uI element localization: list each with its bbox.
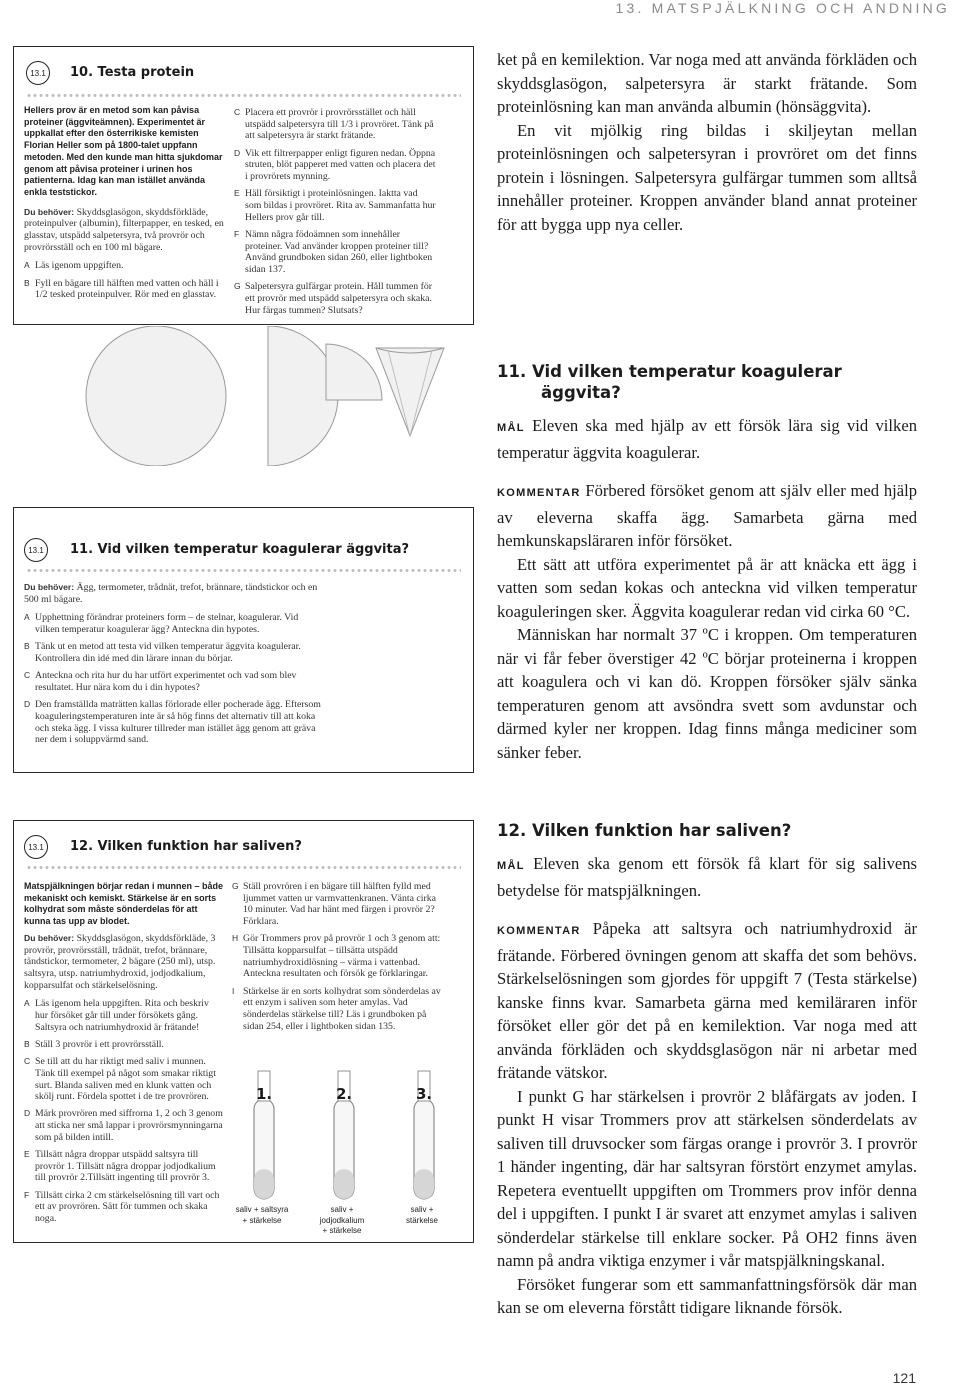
step-list [24, 260, 228, 301]
step-text: Tillsätt några droppar utspädd saltsyra till provrör 1. Tillsätt några droppar jodjodkalium till provrör 2.Tillsätt ingenting till provrör 3. [35, 1149, 216, 1184]
step-text: Märk provrören med siffrorna 1, 2 och 3 genom att sticka ner små lappar i provrörsmynningarna som på bilden intill. [35, 1108, 223, 1143]
exercise-box-10 [13, 46, 474, 325]
filter-paper-figure [80, 326, 460, 466]
step-text: Anteckna och rita hur du har utfört experimentet och vad som blev resultatet. Hur nära kom du i din hypotes? [35, 670, 297, 693]
step-letter: E [234, 188, 240, 199]
step-item [232, 986, 442, 1033]
step-text: Vik ett filtrerpapper enligt figuren nedan. Öppna struten, blöt papperet med vatten och placera det i provrörets mynning. [245, 147, 436, 183]
step-text: Den framställda maträtten kallas förlorade eller pocherade ägg. Eftersom koaguleringstemperaturen inte är så hög finns det alternativ till att koka och steka ägg. I vissa kulturer tillreder man istället ägg genom att gräva ner dem i soluppvärmd sand. [35, 699, 321, 746]
box1-right-column [234, 107, 436, 322]
step-text: Upphettning förändrar proteiners form – de stelnar, koagulerar. Vid vilken temperatur koagulerar ägg? Anteckna din hypotes. [35, 612, 299, 636]
teacher-notes-exercise-11 [497, 361, 917, 764]
dotted-divider [26, 865, 461, 870]
step-letter: C [234, 107, 241, 117]
materials-text: Du behöver: Ägg, termometer, trådnät, trefot, brännare, tändstickor och en 500 ml bägare. [24, 582, 318, 605]
exercise-title: 11. Vid vilken temperatur koagulerar äggvita? [70, 542, 410, 557]
step-item [24, 278, 228, 301]
paragraph: I punkt G har stärkelsen i provrör 2 blåfärgats av joden. I punkt H visar Trommers prov att stärkelsen sönderdelats av saliven till druvsocker som färgas orange i provrör 3. I provrör 1 händer ingenting, där har saltsyran förstört enzymet amylas. Repetera eventuellt uppgiften om Trommers prov inför denna del i uppgiften. I punkt I är svaret att enzymet amylas i saliven sönderdelar stärkelse till enklare socker. På OH2 finns även namn på andra viktiga enzymer i vår matspjälkningskanal. [497, 1086, 917, 1270]
step-item [24, 1149, 224, 1184]
step-item [234, 229, 436, 276]
step-text: Se till att du har riktigt med saliv i munnen. Tänk till exempel på något som smakar riktigt surt. Blanda saliven med en klunk vatten och skölj runt. Fördela spottet i de tre provrören. [35, 1056, 216, 1103]
exercise-badge: 13.1 [24, 538, 48, 562]
teacher-notes-exercise-12 [497, 820, 917, 1320]
step-letter: A [24, 260, 30, 271]
step-list [232, 881, 442, 1032]
step-item [234, 188, 436, 223]
step-letter: B [24, 641, 30, 652]
paragraph: Människan har normalt 37 ºC i kroppen. Om temperaturen när vi får feber överstiger 42 ºC börjar proteinerna i kroppen att koagulera och vi kan dö. Kroppen försöker själv sänka temperaturen genom att avsöndra svett som avdunstar och därmed kyler ner kroppen. Idag finns många mediciner som sänker feber. [497, 625, 917, 762]
chapter-header: 13. MATSPJÄLKNING OCH ANDNING [615, 0, 950, 16]
step-letter: G [232, 881, 239, 891]
paragraph: En vit mjölkig ring bildas i skiljeytan mellan proteinlösningen och salpetersyran i provröret om det finns protein i lösningen. Salpetersyra gulfärgar tummen som alltså innehåller proteiner. Kroppen använder bland annat proteiner för att bygga upp nya celler. [497, 120, 917, 234]
step-letter: E [24, 1149, 30, 1160]
step-item [24, 260, 228, 272]
step-text: Häll försiktigt i proteinlösningen. Iaktta vad som bildas i provröret. Rita av. Sammanfatta hur Hellers prov går till. [245, 188, 436, 223]
step-item [234, 281, 436, 316]
step-text: Salpetersyra gulfärgar protein. Håll tummen för ett provrör med utspädd salpetersyra och skaka. Hur färgas tummen? Slutsats? [245, 281, 432, 316]
step-item [232, 933, 442, 980]
step-letter: F [24, 1189, 30, 1200]
step-letter: F [234, 228, 240, 239]
exercise-title: 10. Testa protein [70, 65, 195, 80]
tube-number: 2. [336, 1085, 353, 1103]
step-letter: B [24, 1038, 30, 1049]
step-text: Ställ 3 provrör i ett provrörsställ. [35, 1038, 164, 1050]
step-letter: D [24, 699, 31, 710]
step-letter: D [24, 1108, 31, 1119]
step-list [24, 998, 224, 1224]
exercise-box-11 [13, 507, 474, 773]
step-letter: H [232, 933, 239, 944]
exercise-badge: 13.1 [26, 61, 50, 85]
paragraph: ket på en kemilektion. Var noga med att använda förkläden och skyddsglasögon, salpetersyra är starkt frätande. Som proteinlösning kan man använda albumin (hönsäggvita). [497, 50, 917, 116]
step-text: Ställ provrören i en bägare till hälften fylld med ljummet vatten ur varmvattenkranen. Vänta cirka 10 minuter. Vad har hänt med färgen i provrör 2? Förklara. [243, 881, 436, 928]
dotted-divider [26, 93, 461, 98]
exercise-intro: Hellers prov är en metod som kan påvisa proteiner (äggviteämnen). Experimentet är uppkallat efter den österrikiske kemisten Florian Heller som på 1800-talet uppfann metoden. Med den kunde man hitta sjukdomar genom att påvisa proteiner i urinen hos patienterna. Idag kan man istället använda enkla teststickor. [24, 105, 223, 197]
box3-left-column [24, 881, 224, 1230]
step-letter: I [232, 985, 235, 996]
exercise-intro: Matspjälkningen börjar redan i munnen – både mekaniskt och kemiskt. Stärkelse är en sorts kolhydrat som måste sönderdelas för att kunna tas upp av blodet. [24, 881, 224, 927]
goal-paragraph: MÅL Eleven ska med hjälp av ett försök lära sig vid vilken temperatur äggvita koagulerar. [497, 416, 917, 462]
step-letter: B [24, 277, 30, 288]
step-item [24, 699, 324, 746]
teacher-notes-exercise-10 [497, 48, 917, 236]
step-item [24, 1056, 224, 1103]
paragraph: Ett sätt att utföra experimentet på är att knäcka ett ägg i vatten som sedan kokas och anteckna vid vilken temperatur koaguleringen sker. Äggvita koagulerar redan vid cirka 60 °C. [497, 554, 917, 621]
tube-number: 1. [256, 1085, 273, 1103]
step-item [24, 1039, 224, 1051]
step-item [24, 612, 324, 635]
step-letter: C [24, 1056, 31, 1067]
step-item [234, 148, 436, 183]
step-letter: G [234, 281, 241, 292]
dotted-divider [26, 568, 461, 573]
step-letter: A [24, 612, 30, 623]
step-letter: A [24, 998, 30, 1009]
paragraph: Försöket fungerar som ett sammanfattningsförsök där man kan se om eleverna förstått tidigare liknande försök. [497, 1274, 917, 1317]
step-letter: C [24, 670, 31, 681]
box2-content [24, 582, 324, 751]
tube-label: saliv + stärkelse [405, 1205, 438, 1225]
comment-paragraph: KOMMENTAR Förbered försöket genom att själv eller med hjälp av eleverna skaffa ägg. Samarbeta gärna med hemkunskapsläraren inför försöket. [497, 481, 917, 550]
test-tubes-figure [228, 1061, 468, 1211]
materials-text: Du behöver: Skyddsglasögon, skyddsförkläde, proteinpulver (albumin), filterpapper, en tesked, en glasstav, utspädd salpetersyra, två provrör och provrörsställ och en 100 ml bägare. [24, 206, 224, 253]
exercise-box-12 [13, 820, 474, 1243]
step-text: Läs igenom hela uppgiften. Rita och beskriv hur försöket går till under försökets gång. Saltsyra och natriumhydroxid är frätande! [35, 998, 209, 1033]
step-item [234, 107, 436, 142]
step-item [24, 670, 324, 693]
filter-paper-circle [86, 326, 226, 466]
filter-paper-cone [376, 348, 444, 436]
section-heading: 12. Vilken funktion har saliven? [497, 821, 792, 840]
filter-paper-quarter [326, 344, 382, 400]
step-text: Tillsätt cirka 2 cm stärkelselösning till vart och ett av provrören. Sätt för tummen och skaka noga. [35, 1189, 220, 1225]
step-text: Stärkelse är en sorts kolhydrat som sönderdelas av ett enzym i saliven som heter amylas. Vad sönderdelas stärkelse till? Läs i grundboken på sidan 254, eller i lightboken sidan 135. [243, 985, 441, 1032]
box1-left-column [24, 105, 228, 307]
tube-label: saliv + saltsyra + stärkelse [235, 1205, 289, 1225]
step-text: Nämn några födoämnen som innehåller proteiner. Vad använder kroppen proteiner till? Använd grundboken sidan 260, eller lightboken sidan 137. [245, 228, 433, 275]
tube-number: 3. [416, 1085, 433, 1103]
materials-text: Du behöver: Skyddsglasögon, skyddsförkläde, 3 provrör, provrörsställ, trådnät, trefot, brännare, tändstickor, termometer, 2 bägare (250 ml), utsp. saltsyra, utsp. natriumhydroxid, jodjodkalium, kopparsulfat och stärkelselösning. [24, 932, 216, 991]
step-item [24, 998, 224, 1033]
step-letter: D [234, 147, 241, 158]
page-number: 121 [892, 1370, 916, 1386]
step-item [24, 1108, 224, 1143]
exercise-title: 12. Vilken funktion har saliven? [70, 839, 302, 854]
step-text: Läs igenom uppgiften. [35, 260, 124, 272]
section-heading: 11. Vid vilken temperatur koagulerar äggvita? [497, 362, 842, 402]
step-item [24, 1190, 224, 1225]
step-text: Fyll en bägare till hälften med vatten och häll i 1/2 tesked proteinpulver. Rör med en glasstav. [35, 277, 219, 301]
goal-paragraph: MÅL Eleven ska genom ett försök få klart för sig salivens betydelse för matspjälkningen. [497, 854, 917, 900]
step-item [232, 881, 442, 928]
step-list [234, 107, 436, 316]
exercise-badge: 13.1 [24, 835, 48, 859]
step-text: Placera ett provrör i provrörsstället och häll utspädd salpetersyra till 1/3 i provröret. Tänk på att salpetersyra är starkt frätande. [245, 107, 434, 142]
comment-paragraph: KOMMENTAR Påpeka att saltsyra och natriumhydroxid är frätande. Förbered övningen genom att skaffa det som behövs. Stärkelselösningen som gjordes för uppgift 7 (Testa stärkelse) kanske finns kvar. Samarbeta gärna med kemiläraren inför försöket eller gör det på en kemilektion. Var noga med att använda förkläden och skyddsglasögon när ni arbetar med frätande vätskor. [497, 919, 917, 1082]
box3-right-column [232, 881, 442, 1038]
step-text: Tänk ut en metod att testa vid vilken temperatur äggvita koagulerar. Kontrollera din idé med din lärare innan du börjar. [35, 641, 301, 665]
tube-label: saliv + jodjodkalium + stärkelse [319, 1205, 365, 1235]
step-item [24, 641, 324, 664]
step-text: Gör Trommers prov på provrör 1 och 3 genom att: Tillsätta kopparsulfat – tillsätta utspädd natriumhydroxidlösning – värma i vattenbad. Anteckna resultaten och försök ge förklaringar. [243, 933, 441, 980]
step-list [24, 612, 324, 746]
